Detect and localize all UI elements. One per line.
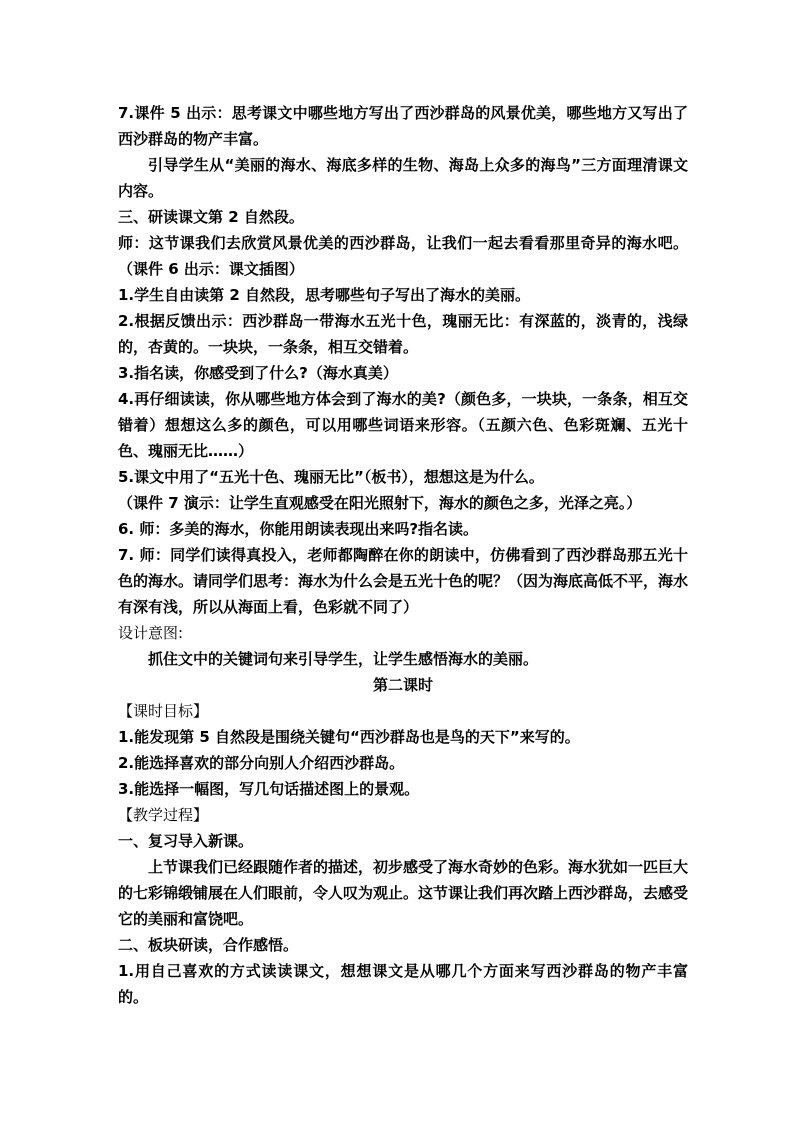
document-body (118, 100, 688, 1010)
paragraph: 5.课文中用了“五光十色、瑰丽无比”（板书），想想这是为什么。 (118, 468, 544, 486)
section-heading: 一、复习导入新课。 (118, 832, 254, 850)
paragraph: 1.用自己喜欢的方式读读课文，想想课文是从哪几个方面来写西沙群岛的物产丰富的。 (118, 962, 688, 1006)
paragraph: 引导学生从“美丽的海水、海底多样的生物、海岛上众多的海鸟”三方面理清课文内容。 (118, 156, 688, 200)
paragraph: 2.能选择喜欢的部分向别人介绍西沙群岛。 (118, 754, 405, 772)
section-label: 【教学过程】 (118, 806, 209, 824)
paragraph: 7.课件 5 出示：思考课文中哪些地方写出了西沙群岛的风景优美，哪些地方又写出了西沙群岛的物产丰富。 (118, 104, 688, 148)
paragraph: 3.指名读，你感受到了什么?（海水真美） (118, 364, 398, 382)
design-intent-label: 设计意图: (118, 624, 184, 642)
paragraph: 6. 师：多美的海水，你能用朗读表现出来吗?指名读。 (118, 520, 479, 538)
lesson-title: 第二课时 (372, 676, 433, 694)
paragraph: 抓住文中的关键词句来引导学生，让学生感悟海水的美丽。 (148, 650, 539, 668)
section-heading: 三、研读课文第 2 自然段。 (118, 208, 304, 226)
paragraph: 师：这节课我们去欣赏风景优美的西沙群岛，让我们一起去看看那里奇异的海水吧。（课件 6 出示：课文插图） (118, 234, 688, 278)
section-heading: 二、板块研读，合作感悟。 (118, 936, 299, 954)
paragraph: 1.学生自由读第 2 自然段，思考哪些句子写出了海水的美丽。 (118, 286, 531, 304)
paragraph: 上节课我们已经跟随作者的描述，初步感受了海水奇妙的色彩。海水犹如一匹巨大的七彩锦缎铺展在人们眼前，令人叹为观止。这节课让我们再次踏上西沙群岛，去感受它的美丽和富饶吧。 (118, 858, 689, 928)
section-label: 【课时目标】 (118, 702, 209, 720)
paragraph: 4.再仔细读读，你从哪些地方体会到了海水的美?（颜色多，一块块，一条条，相互交错着）想想这么多的颜色，可以用哪些词语来形容。（五颜六色、色彩斑斓、五光十色、瑰丽无比……） (118, 390, 688, 460)
paragraph: 2.根据反馈出示：西沙群岛一带海水五光十色，瑰丽无比：有深蓝的，淡青的，浅绿的，杏黄的。一块块，一条条，相互交错着。 (118, 312, 688, 356)
paragraph: 1.能发现第 5 自然段是围绕关键句“西沙群岛也是鸟的天下”来写的。 (118, 728, 580, 746)
paragraph: 7. 师：同学们读得真投入，老师都陶醉在你的朗读中，仿佛看到了西沙群岛那五光十色的海水。请同学们思考：海水为什么会是五光十色的呢？（因为海底高低不平，海水有深有浅，所以从海面上看，色彩就不同了） (118, 546, 689, 616)
paragraph: （课件 7 演示：让学生直观感受在阳光照射下，海水的颜色之多，光泽之亮。） (118, 494, 642, 512)
paragraph: 3.能选择一幅图，写几句话描述图上的景观。 (118, 780, 420, 798)
